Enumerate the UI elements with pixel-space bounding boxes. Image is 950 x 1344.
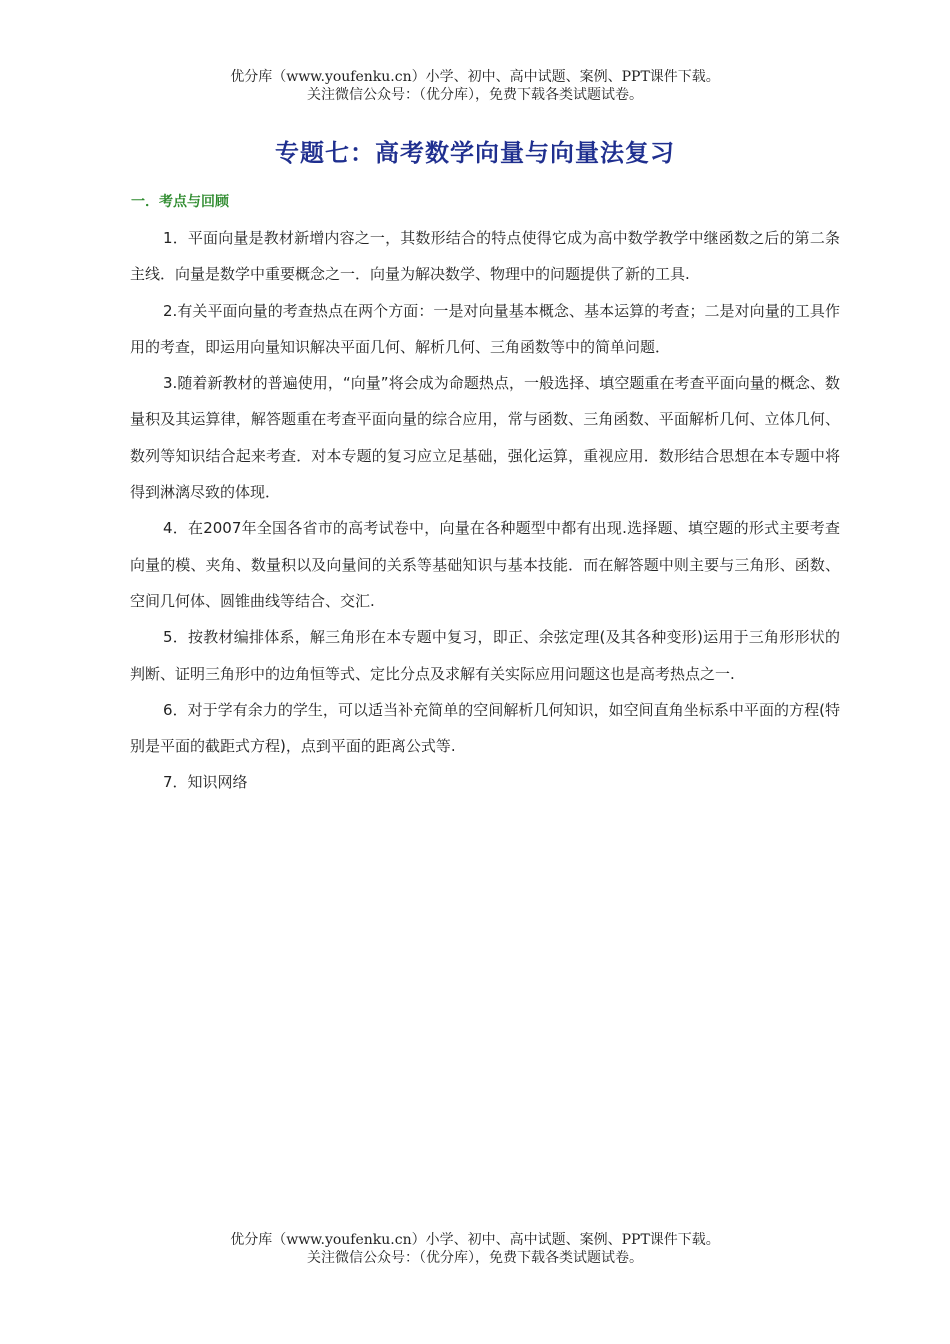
header-line-2: 关注微信公众号：（优分库），免费下载各类试题试卷。 <box>307 87 643 103</box>
paragraph-5: 5．按教材编排体系，解三角形在本专题中复习，即正、余弦定理(及其各种变形)运用于三角形形状的判断、证明三角形中的边角恒等式、定比分点及求解有关实际应用问题这也是高考热点之一. <box>130 628 840 683</box>
paragraph-1: 1．平面向量是教材新增内容之一，其数形结合的特点使得它成为高中数学教学中继函数之后的第二条主线．向量是数学中重要概念之一．向量为解决数学、物理中的问题提供了新的工具. <box>130 229 840 284</box>
header-line-1: 优分库（www.youfenku.cn）小学、初中、高中试题、案例、PPT课件下载。 <box>230 69 720 85</box>
section-heading: 一．考点与回顾 <box>131 194 229 210</box>
page-footer <box>0 1231 950 1267</box>
footer-line-2: 关注微信公众号：（优分库），免费下载各类试题试卷。 <box>307 1250 643 1266</box>
document-body <box>130 220 840 801</box>
footer-line-1: 优分库（www.youfenku.cn）小学、初中、高中试题、案例、PPT课件下载。 <box>230 1232 720 1248</box>
paragraph-6: 6．对于学有余力的学生，可以适当补充简单的空间解析几何知识，如空间直角坐标系中平面的方程(特别是平面的截距式方程)，点到平面的距离公式等. <box>130 700 840 756</box>
page-title: 专题七：高考数学向量与向量法复习 <box>275 139 675 167</box>
paragraph-4: 4．在2007年全国各省市的高考试卷中，向量在各种题型中都有出现.选择题、填空题的形式主要考查向量的模、夹角、数量积以及向量间的关系等基础知识与基本技能．而在解答题中则主要与三角形、函数、空间几何体、圆锥曲线等结合、交汇. <box>130 519 840 610</box>
page-header <box>0 68 950 104</box>
paragraph-3: 3.随着新教材的普遍使用，“向量”将会成为命题热点，一般选择、填空题重在考查平面向量的概念、数量积及其运算律，解答题重在考查平面向量的综合应用，常与函数、三角函数、平面解析几何、立体几何、数列等知识结合起来考查．对本专题的复习应立足基础，强化运算，重视应用．数形结合思想在本专题中将得到淋漓尽致的体现． <box>130 374 840 502</box>
paragraph-7: 7．知识网络 <box>163 773 248 792</box>
paragraph-2: 2.有关平面向量的考查热点在两个方面：一是对向量基本概念、基本运算的考查；二是对向量的工具作用的考查，即运用向量知识解决平面几何、解析几何、三角函数等中的简单问题． <box>130 301 840 356</box>
